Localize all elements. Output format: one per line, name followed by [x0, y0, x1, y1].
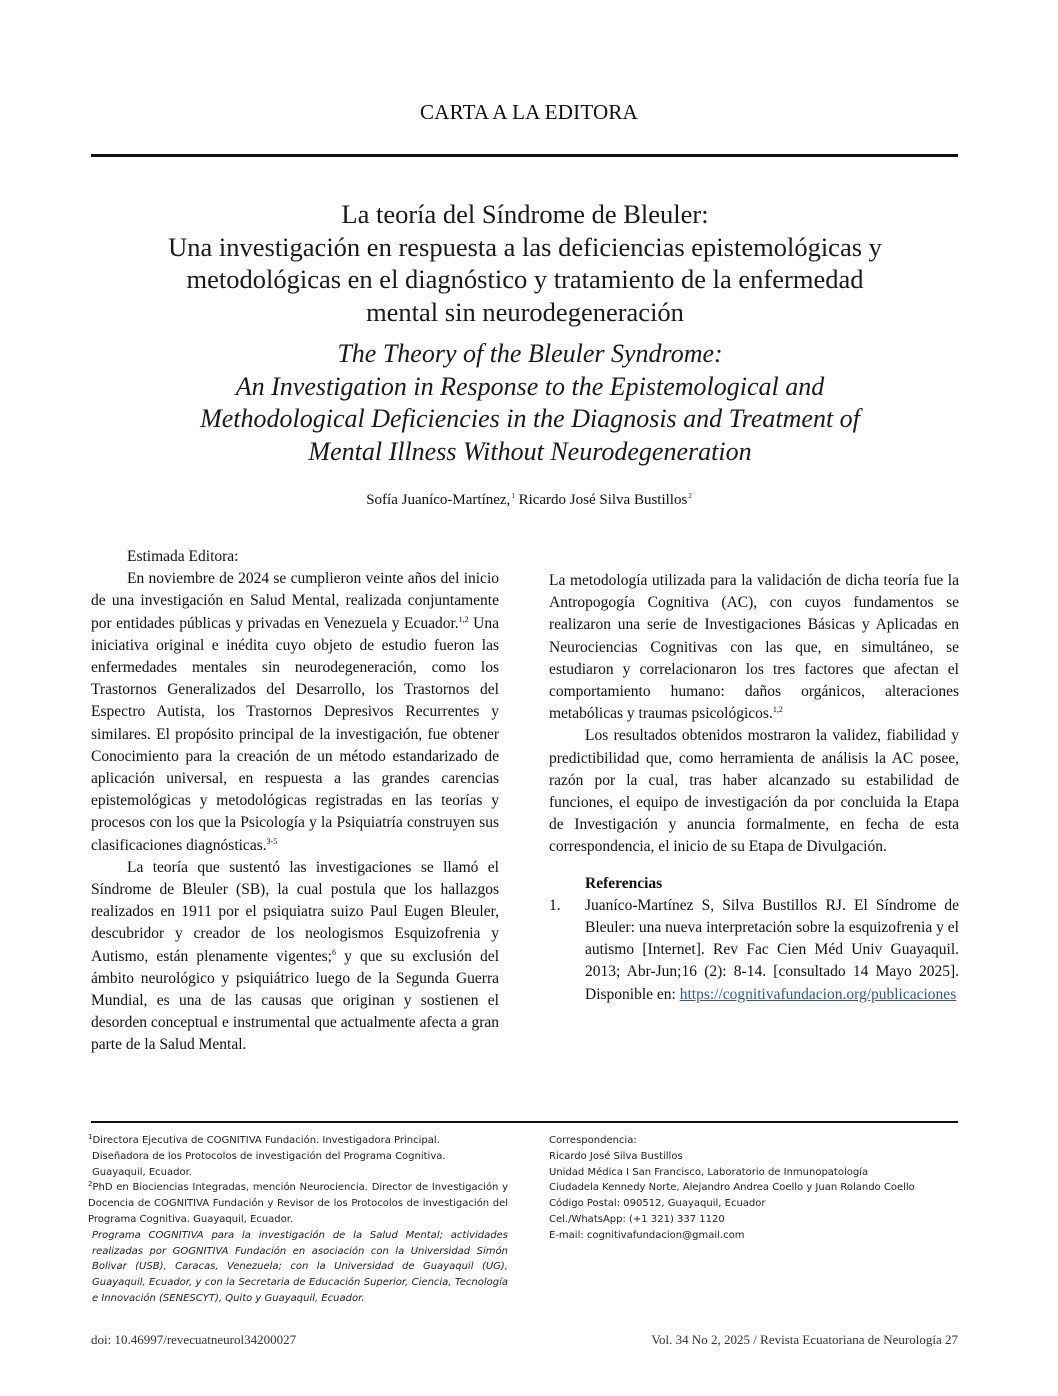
affiliation-mark: 2 [688, 492, 692, 500]
paragraph [549, 570, 959, 725]
author-name: Ricardo José Silva Bustillos [518, 492, 688, 508]
citation-mark: 1,2 [458, 614, 469, 624]
citation-mark: 6 [331, 947, 336, 957]
correspondence-label: Correspondencia: [549, 1135, 637, 1146]
paragraph-text: La metodología utilizada para la validación de dicha teoría fue la Antropogogía Cognitiva (AC), con cuyos fundamentos se realizaron una serie de Investigaciones Básicas y Aplicadas en Neurociencias Cognitivas con las que, en simultáneo, se estudiaron y correlacionaron los tres factores que afectan el comportamiento humano: daños orgánicos, alteraciones metabólicas y traumas psicológicos. [549, 572, 959, 723]
references-heading: Referencias [585, 874, 663, 892]
title-spanish [100, 198, 950, 328]
paragraph [91, 857, 499, 1057]
affiliation-footnotes [88, 1133, 508, 1307]
footnote-divider [91, 1121, 958, 1123]
reference-item [549, 895, 959, 1006]
correspondence-address: Ciudadela Kennedy Norte, Alejandro Andrea Coello y Juan Rolando Coello [549, 1182, 915, 1194]
title-en-line: An Investigation in Response to the Epistemological and [235, 371, 825, 401]
author-name: Sofía Juaníco-Martínez, [366, 492, 511, 508]
doi: doi: 10.46997/revecuatneurol34200027 [91, 1332, 297, 1347]
title-es-line: metodológicas en el diagnóstico y tratamiento de la enfermedad [186, 264, 864, 294]
correspondence-institution: Unidad Médica I San Francisco, Laboratorio de Inmunopatología [549, 1166, 869, 1178]
title-en-line: Methodological Deficiencies in the Diagnosis and Treatment of [200, 404, 860, 433]
footnote-mark: 1 [88, 1133, 93, 1141]
footnote-mark: 2 [88, 1180, 93, 1189]
paragraph-text: y que su exclusión del ámbito neurológico y psiquiátrico luego de la Segunda Guerra Mundial, es una de las causas que originan y sostienen el desorden conceptual e instrumental que actualmente afecta a gran parte de la Salud Mental. [91, 947, 499, 1054]
journal-info: Vol. 34 No 2, 2025 / Revista Ecuatoriana de Neurología 27 [651, 1332, 958, 1347]
citation-mark: 1,2 [772, 705, 783, 715]
author-list [0, 492, 1058, 509]
correspondence-phone: Cel./WhatsApp: (+1 321) 337 1120 [549, 1213, 725, 1225]
salutation: Estimada Editora: [127, 548, 239, 565]
reference-link[interactable]: https://cognitivafundacion.org/publicaciones [679, 985, 957, 1003]
reference-number: 1. [549, 896, 561, 914]
footnote-text: Directora Ejecutiva de COGNITIVA Fundación. Investigadora Principal. [92, 1135, 440, 1146]
page-footer [91, 1332, 958, 1348]
correspondence-postal: Código Postal: 090512, Guayaquil, Ecuador [549, 1198, 766, 1210]
title-es-line: Una investigación en respuesta a las deficiencias epistemológicas y [168, 231, 882, 262]
reference-text [585, 895, 959, 1006]
paragraph-text: Una iniciativa original e inédita cuyo objeto de estudio fueron las enfermedades mentales sin neurodegeneración, como los Trastornos Generalizados del Desarrollo, los Trastornos del Espectro Autista, los Trastornos Depresivos Recurrentes y similares. El propósito principal de la investigación, fue obtener Conocimiento para la creación de un método estandarizado de aplicación universal, en respuesta a las grandes carencias epistemológicas y metodológicas registradas en las teorías y procesos con los que la Psicología y la Psiquiatría construyen sus clasificaciones diagnósticas. [91, 614, 499, 854]
top-divider [91, 154, 958, 157]
title-en-line: The Theory of the Bleuler Syndrome: [337, 339, 723, 368]
correspondence-email: E-mail: cognitivafundacion@gmail.com [549, 1229, 745, 1241]
correspondence-block [549, 1133, 959, 1244]
footnote-1 [88, 1133, 508, 1149]
paragraph: Los resultados obtenidos mostraron la validez, fiabilidad y predictibilidad que, como herramienta de análisis la AC posee, razón por la cual, tras haber alcanzado su estabilidad de funciones, el equipo de investigación da por concluida la Etapa de Investigación y anuncia formalmente, en fecha de esta correspondencia, el inicio de su Etapa de Divulgación. [549, 727, 959, 856]
body-column-left [91, 546, 499, 1057]
program-note: Programa COGNITIVA para la investigación de la Salud Mental; actividades realizadas por GOGNITIVA Fundación en asociación con la Universidad Simón Bolivar (USB), Caracas, Venezuela; con la Universidad de Guayaquil (UG), Guayaquil, Ecuador, y con la Secretaria de Educación Superior, Ciencia, Tecnología e Innovación (SENESCYT), Quito y Guayaquil, Ecuador. [92, 1229, 508, 1304]
title-es-line: La teoría del Síndrome de Bleuler: [341, 199, 709, 229]
paragraph [91, 568, 499, 857]
section-header: CARTA A LA EDITORA [420, 100, 638, 124]
reference-citation: Juaníco-Martínez S, Silva Bustillos RJ. El Síndrome de Bleuler: una nueva interpretación sobre la esquizofrenia y el autismo [Internet]. Rev Fac Cien Méd Univ Guayaquil. 2013; Abr-Jun;16 (2): 8-14. [consultado 14 Mayo 2025]. Disponible en: [585, 896, 959, 1003]
footnote-text: PhD en Biociencias Integradas, mención Neurociencia. Director de Investigación y Docencia de COGNITIVA Fundación y Revisor de los Protocolos de investigación del Programa Cognitiva. Guayaquil, Ecuador. [88, 1182, 508, 1225]
footnote-2 [88, 1180, 508, 1227]
footnote-1-line: Diseñadora de los Protocolos de investigación del Programa Cognitiva. [92, 1150, 446, 1162]
citation-mark: 3-5 [266, 836, 278, 846]
body-column-right [549, 570, 959, 1006]
paragraph-text: En noviembre de 2024 se cumplieron veinte años del inicio de una investigación en Salud Mental, realizada conjuntamente por entidades públicas y privadas en Venezuela y Ecuador. [91, 570, 499, 632]
affiliation-mark: 1 [511, 492, 515, 500]
title-en-line: Mental Illness Without Neurodegeneration [308, 436, 752, 466]
footnote-1-line: Guayaquil, Ecuador. [92, 1166, 192, 1178]
paragraph-text: La teoría que sustentó las investigaciones se llamó el Síndrome de Bleuler (SB), la cual postula que los hallazgos realizados en 1911 por el psiquiatra suizo Paul Eugen Bleuler, descubridor y creador de los neologismos Esquizofrenia y Autismo, están plenamente vigentes; [91, 858, 499, 965]
title-es-line: mental sin neurodegeneración [366, 296, 684, 327]
correspondence-name: Ricardo José Silva Bustillos [549, 1150, 683, 1162]
title-english [140, 338, 920, 468]
